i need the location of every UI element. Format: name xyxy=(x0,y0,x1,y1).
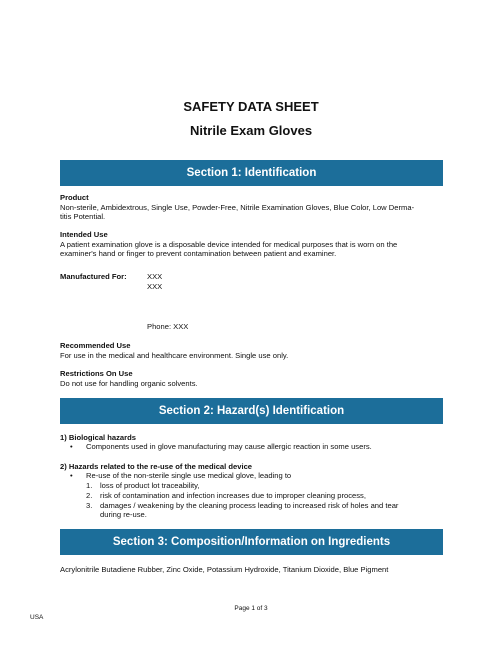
list-number: 1. xyxy=(86,481,93,490)
list-number: 2. xyxy=(86,491,93,500)
recommended-use-block xyxy=(60,341,445,360)
recommended-use-label: Recommended Use xyxy=(60,341,131,350)
list-item: loss of product lot traceability, xyxy=(100,481,200,490)
bullet-icon: • xyxy=(70,471,73,480)
manufactured-for-label: Manufactured For: xyxy=(60,272,127,281)
product-text-line: titis Potential. xyxy=(60,212,106,222)
section-2-header: Section 2: Hazard(s) Identification xyxy=(60,398,443,424)
hazard-1-bullet-text: Components used in glove manufacturing may cause allergic reaction in some users. xyxy=(86,442,372,451)
section-1-header: Section 1: Identification xyxy=(60,160,443,186)
list-item: risk of contamination and infection increases due to improper cleaning process, xyxy=(100,491,366,500)
document-subtitle: Nitrile Exam Gloves xyxy=(189,123,313,138)
product-text-line: Non-sterile, Ambidextrous, Single Use, Powder-Free, Nitrile Examination Gloves, Blue Color, Low Derma- xyxy=(60,202,415,212)
intended-use-text-line: A patient examination glove is a disposable device intended for medical purposes that is worn on the xyxy=(60,239,398,249)
intended-use-block xyxy=(60,230,445,259)
hazard-2-heading: 2) Hazards related to the re-use of the medical device xyxy=(60,462,253,471)
recommended-use-text: For use in the medical and healthcare environment. Single use only. xyxy=(60,350,289,360)
intended-use-text-line: examiner's hand or finger to prevent contamination between patient and examiner. xyxy=(60,249,337,259)
product-label: Product xyxy=(60,193,89,202)
restrictions-label: Restrictions On Use xyxy=(60,369,133,378)
restrictions-block xyxy=(60,369,445,388)
document-title: SAFETY DATA SHEET xyxy=(183,99,319,114)
manufacturer-phone: Phone: XXX xyxy=(147,322,189,331)
list-number: 3. xyxy=(86,501,93,510)
hazard-1-heading: 1) Biological hazards xyxy=(60,433,136,442)
ingredients-text: Acrylonitrile Butadiene Rubber, Zinc Oxide, Potassium Hydroxide, Titanium Dioxide, Blue Pigment xyxy=(60,565,389,574)
region-label: USA xyxy=(30,614,44,621)
product-block xyxy=(60,193,445,222)
intended-use-label: Intended Use xyxy=(60,230,108,239)
hazard-2-bullet-text: Re-use of the non-sterile single use medical glove, leading to xyxy=(86,471,292,480)
manufacturer-name: XXX xyxy=(147,272,163,281)
manufacturer-address: XXX xyxy=(147,282,163,291)
page-number: Page 1 of 3 xyxy=(234,605,268,612)
bullet-icon: • xyxy=(70,442,73,451)
list-item: damages / weakening by the cleaning process leading to increased risk of holes and tear xyxy=(100,501,399,510)
list-item-continuation: during re-use. xyxy=(100,510,147,519)
restrictions-text: Do not use for handling organic solvents. xyxy=(60,378,198,388)
section-3-header: Section 3: Composition/Information on Ingredients xyxy=(60,529,443,555)
